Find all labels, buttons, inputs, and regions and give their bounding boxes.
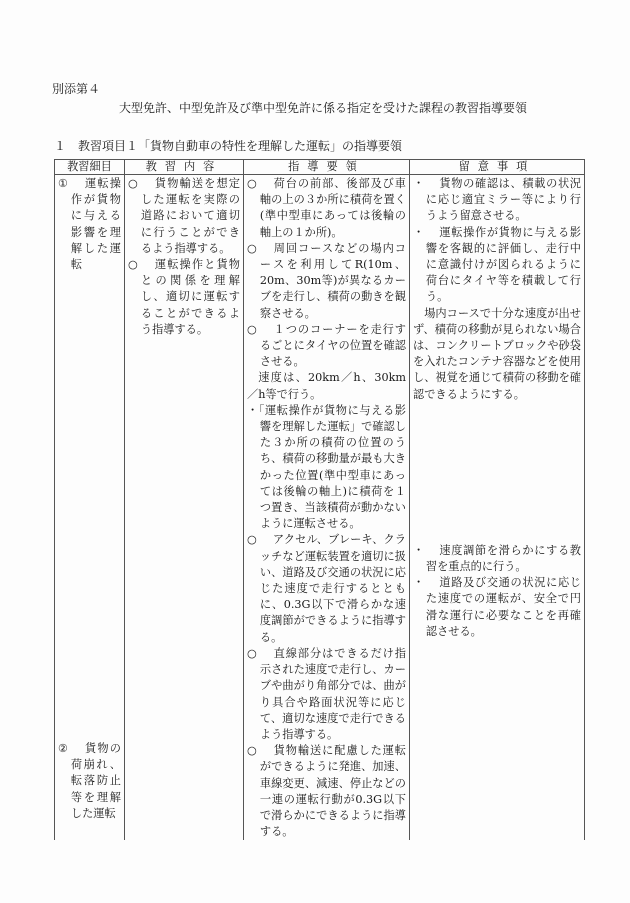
note-paragraph: 場内コースで十分な速度が出せず、積荷の移動が見られない場合は、コンクリートブロックや砂袋を入れたコンテナ容器などを使用し、視覚を通じて積荷の移動を確認できるようにする。 xyxy=(413,306,581,401)
guidance-text: 「運転操作が貨物に与える影響を理解した運転」で確認した３か所の積荷の位置のうち、積荷の移動量が最も大きかった位置(準中型車にあっては後輪の軸上)に積荷を１つ置き、当該積荷が動かないように運転させる。 xyxy=(258,403,406,531)
guidance-item xyxy=(247,241,406,322)
guidance-text: 直線部分はできるだけ指示された速度で走行し、カーブや曲がり角部分では、曲がり具合や路面状況等に応じて、適切な速度で走行できるよう指導する。 xyxy=(259,646,406,741)
cell-notes xyxy=(410,175,585,841)
circle-bullet-icon: ○ xyxy=(247,322,257,336)
guidance-item xyxy=(247,743,406,840)
note-text: 速度調節を滑らかにする教習を重点的に行う。 xyxy=(425,543,581,574)
appendix-label: 別添第４ xyxy=(52,82,101,96)
guidance-table xyxy=(54,159,585,840)
note-item xyxy=(413,575,581,640)
dot-bullet-icon: ・ xyxy=(413,225,425,239)
guidance-text: 周回コースなどの場内コースを利用してR(10m、20m、30m等)が異なるカーブを走行し、積荷の動きを観察させる。 xyxy=(259,241,406,320)
circle-bullet-icon: ○ xyxy=(247,177,257,190)
cell-training-detail xyxy=(55,175,125,841)
section-heading: １ 教習項目１「貨物自動車の特性を理解した運転」の指導要領 xyxy=(54,139,403,153)
guidance-item xyxy=(247,532,406,645)
circle-bullet-icon: ○ xyxy=(247,744,257,758)
header-training-content: 教習内容 xyxy=(125,160,244,175)
detail-item-1 xyxy=(58,176,121,273)
note-item xyxy=(413,176,581,225)
dot-bullet-icon: ・ xyxy=(247,403,259,417)
circle-bullet-icon: ○ xyxy=(128,177,138,190)
header-guidance-points: 指導要領 xyxy=(244,160,410,175)
content-item xyxy=(128,176,240,257)
content-item xyxy=(128,257,240,338)
guidance-text: １つのコーナーを走行するごとにタイヤの位置を確認させる。 xyxy=(259,322,406,369)
circle-bullet-icon: ○ xyxy=(247,646,257,660)
detail-item-2 xyxy=(58,741,121,822)
note-text: 道路及び交通の状況に応じた速度での運転が、安全で円滑な運行に必要なことを再確認させる。 xyxy=(425,576,581,638)
header-training-detail: 教習細目 xyxy=(55,160,125,175)
detail-text: 運転操作が貨物に与える影響を理解した運転 xyxy=(70,177,121,272)
guidance-text: 貨物輸送に配慮した運転ができるように発進、加速、車線変更、減速、停止などの一連の運転行動が0.3G以下で滑らかにできるように指導する。 xyxy=(259,744,406,839)
number-marker: ② xyxy=(58,742,69,755)
spacer xyxy=(413,403,581,543)
content-text: 運転操作と貨物との関係を理解し、適切に運転することができるよう指導する。 xyxy=(140,258,240,336)
dot-bullet-icon: ・ xyxy=(413,177,425,190)
guidance-item xyxy=(247,176,406,241)
note-text: 貨物の確認は、積載の状況に応じ適宜ミラー等により行うよう留意させる。 xyxy=(425,177,581,223)
dot-bullet-icon: ・ xyxy=(413,576,425,590)
table-row xyxy=(55,175,585,841)
guidance-text: アクセル、ブレーキ、クラッチなど運転装置を適切に扱い、道路及び交通の状況に応じた速度で走行するとともに、0.3G以下で滑らかな速度調節ができるように指導する。 xyxy=(259,533,406,644)
circle-bullet-icon: ○ xyxy=(247,533,257,547)
note-text: 運転操作が貨物に与える影響を客観的に評価し、走行中に意識付けが図られるように荷台にタイヤ等を積載して行う。 xyxy=(425,225,581,304)
number-marker: ① xyxy=(58,177,69,190)
table-header-row xyxy=(55,160,585,175)
document-title: 大型免許、中型免許及び準中型免許に係る指定を受けた課程の教習指導要領 xyxy=(118,101,527,115)
content-text: 貨物輸送を想定した運転を実際の道路において適切に行うことができるよう指導する。 xyxy=(140,177,240,255)
header-notes: 留意事項 xyxy=(410,160,585,175)
guidance-item xyxy=(247,322,406,371)
dot-bullet-icon: ・ xyxy=(413,543,425,557)
circle-bullet-icon: ○ xyxy=(247,241,257,255)
detail-text: 貨物の荷崩れ、転落防止等を理解した運転 xyxy=(70,742,121,820)
cell-guidance-points xyxy=(244,175,410,841)
note-item xyxy=(413,543,581,575)
guidance-note: 速度は、20km／h、30km／h等で行う。 xyxy=(247,371,406,401)
circle-bullet-icon: ○ xyxy=(128,258,138,272)
cell-training-content xyxy=(125,175,244,841)
guidance-text: 荷台の前部、後部及び車軸の上の３か所に積荷を置く(準中型車にあっては後輪の軸上の１か所)。 xyxy=(259,177,406,239)
note-item xyxy=(413,225,581,306)
guidance-subitem xyxy=(247,403,406,533)
guidance-item xyxy=(247,646,406,743)
